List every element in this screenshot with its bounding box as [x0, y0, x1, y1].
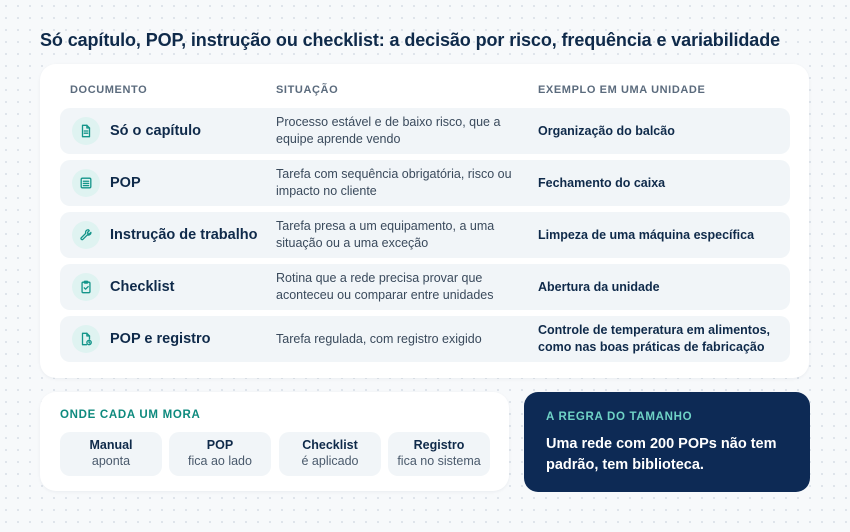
row-situation: Processo estável e de baixo risco, que a equipe aprende vendo: [276, 115, 501, 146]
wrench-icon: [72, 221, 100, 249]
where-chip-pop: [169, 432, 271, 476]
chip-subtitle: é aplicado: [301, 454, 359, 468]
size-rule-label: A REGRA DO TAMANHO: [546, 411, 693, 423]
header-situacao: SITUAÇÃO: [276, 84, 339, 96]
where-chip-registro: [388, 432, 490, 476]
row-situation: Tarefa presa a um equipamento, a uma situação ou a uma exceção: [276, 219, 495, 250]
document-record-icon: [72, 325, 100, 353]
chip-subtitle: fica no sistema: [397, 454, 481, 468]
where-chip-manual: [60, 432, 162, 476]
row-document-name: Só o capítulo: [110, 123, 202, 139]
row-example: Controle de temperatura em alimentos, como nas boas práticas de fabricação: [538, 323, 771, 354]
table-row: [60, 316, 790, 362]
chip-title: Manual: [89, 438, 133, 452]
row-document-name: POP e registro: [110, 331, 211, 347]
where-title: ONDE CADA UM MORA: [60, 409, 201, 421]
row-situation: Tarefa regulada, com registro exigido: [276, 331, 482, 346]
table-row: [60, 264, 790, 310]
row-example: Abertura da unidade: [538, 279, 660, 294]
document-icon: [72, 117, 100, 145]
chip-title: Checklist: [302, 438, 358, 452]
header-exemplo: EXEMPLO EM UMA UNIDADE: [538, 84, 706, 96]
row-situation: Rotina que a rede precisa provar que aconteceu ou comparar entre unidades: [276, 271, 494, 302]
row-example: Limpeza de uma máquina específica: [538, 227, 755, 242]
header-documento: DOCUMENTO: [70, 84, 148, 96]
row-document-name: Instrução de trabalho: [110, 227, 258, 243]
row-document-name: Checklist: [110, 279, 175, 295]
chip-title: Registro: [413, 438, 465, 452]
chip-title: POP: [206, 438, 234, 452]
list-icon: [72, 169, 100, 197]
table-row: [60, 160, 790, 206]
size-rule-text: Uma rede com 200 POPs não tem padrão, tem biblioteca.: [546, 436, 777, 473]
where-chip-checklist: [279, 432, 381, 476]
table-row: [60, 108, 790, 154]
row-example: Fechamento do caixa: [538, 175, 666, 190]
chip-subtitle: aponta: [91, 454, 131, 468]
row-situation: Tarefa com sequência obrigatória, risco ou impacto no cliente: [276, 167, 512, 198]
clipboard-check-icon: [72, 273, 100, 301]
chip-subtitle: fica ao lado: [188, 454, 252, 468]
row-example: Organização do balcão: [538, 123, 675, 138]
row-document-name: POP: [110, 175, 141, 191]
page-title: Só capítulo, POP, instrução ou checklist: a decisão por risco, frequência e variabilidade: [40, 30, 781, 50]
table-row: [60, 212, 790, 258]
